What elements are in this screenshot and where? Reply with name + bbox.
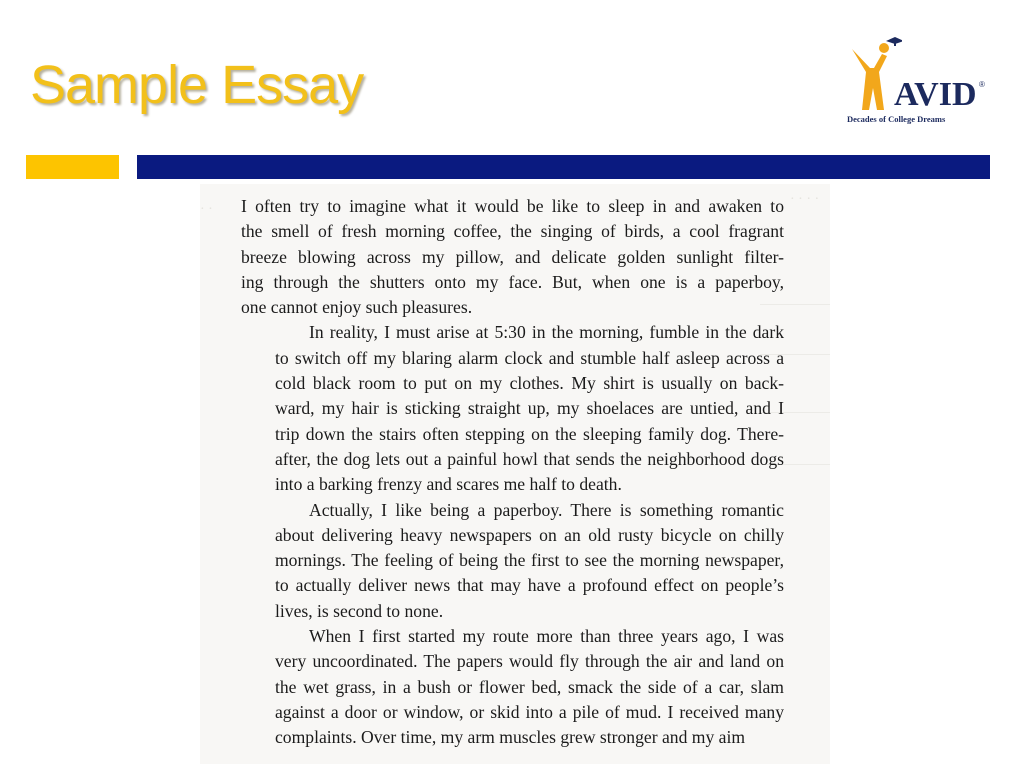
essay-line: to actually deliver news that may have a profound effect on people’s [275,575,784,596]
essay-line: I often try to imagine what it would be like to sleep in and awaken to [241,196,784,216]
essay-line: In reality, I must arise at 5:30 in the morning, fumble in the dark [309,322,784,343]
essay-line: Actually, I like being a paperboy. There is something romantic [309,499,784,520]
figure-with-graduation-cap-icon [842,34,902,114]
logo-tagline: Decades of College Dreams [847,114,946,124]
essay-line: cold black room to put on my clothes. My shirt is usually on back- [275,373,784,394]
scanned-essay-page [200,184,830,764]
bleed-through-text: · · · · [790,192,820,207]
essay-line: breeze blowing across my pillow, and delicate golden sunlight filter- [241,246,784,267]
slide-title: Sample Essay [30,55,364,115]
essay-line: the wet grass, in a bush or flower bed, smack the side of a car, slam [275,676,784,697]
essay-line: one cannot enjoy such pleasures. [241,297,473,318]
essay-paragraph [241,624,784,750]
essay-line: mornings. The feeling of being the first to see the morning newspaper, [275,550,784,571]
essay-line: When I first started my route more than three years ago, I was [309,626,784,647]
essay-line: after, the dog lets out a painful howl that sends the neighborhood dogs [275,448,784,469]
essay-line: very uncoordinated. The papers would fly through the air and land on [275,651,784,672]
avid-logo [842,34,992,126]
essay-line: the smell of fresh morning coffee, the singing of birds, a cool fragrant [241,221,784,242]
essay-text [241,194,784,751]
essay-paragraph [241,194,784,320]
essay-paragraph [241,498,784,624]
essay-line: into a barking frenzy and scares me half to death. [275,474,622,495]
essay-line: to switch off my blaring alarm clock and stumble half asleep across a [275,347,784,368]
logo-registered-mark: ® [979,80,985,89]
essay-line: lives, is second to none. [275,600,444,621]
logo-wordmark: AVID [894,76,977,113]
essay-line: about delivering heavy newspapers on an old rusty bicycle on chilly [275,524,784,545]
essay-line: complaints. Over time, my arm muscles grew stronger and my aim [275,727,746,748]
essay-line: against a door or window, or skid into a pile of mud. I received many [275,701,784,722]
accent-bar-yellow [26,155,119,179]
essay-line: trip down the stairs often stepping on the sleeping family dog. There- [275,423,784,444]
bleed-through-text: · · [200,202,213,217]
essay-line: ward, my hair is sticking straight up, my shoelaces are untied, and I [275,398,784,419]
accent-bar-navy [137,155,990,179]
essay-paragraph [241,320,784,497]
essay-line: ing through the shutters onto my face. But, when one is a paperboy, [241,271,784,292]
